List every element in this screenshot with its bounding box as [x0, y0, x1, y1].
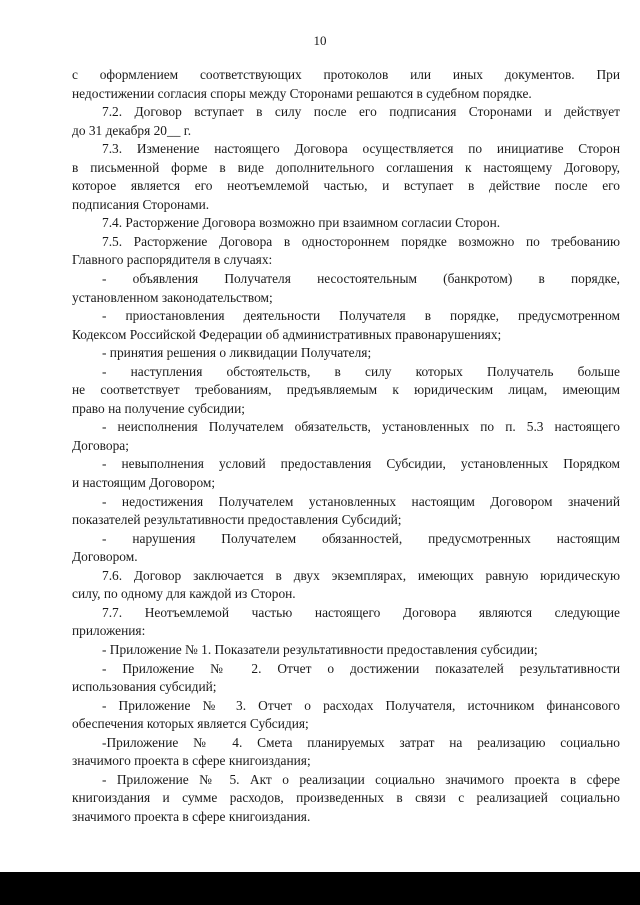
document-body [72, 66, 620, 826]
text-line: - Приложение № 2. Отчет о достижении показателей результативности [102, 660, 620, 676]
text-line: - приостановления деятельности Получателя в порядке, предусмотренном [102, 308, 620, 324]
text-line: - недостижения Получателем установленных настоящим Договором значений [102, 493, 620, 509]
text-line: значимого проекта в сфере книгоиздания; [72, 753, 311, 769]
text-line: Договора; [72, 437, 129, 453]
text-line: - наступления обстоятельств, в силу которых Получатель больше [102, 363, 620, 379]
text-line: - неисполнения Получателем обязательств, установленных по п. 5.3 настоящего [102, 419, 620, 435]
text-line: использования субсидий; [72, 679, 217, 695]
text-line: -Приложение № 4. Смета планируемых затрат на реализацию социально [102, 734, 620, 750]
text-line: с оформлением соответствующих протоколов или иных документов. При [72, 67, 620, 82]
page-number: 10 [313, 33, 327, 48]
text-line: установленном законодательством; [72, 289, 273, 305]
scan-bottom-edge [0, 872, 640, 905]
text-line: обеспечения которых является Субсидия; [72, 716, 309, 732]
text-line: 7.5. Расторжение Договора в одностороннем порядке возможно по требованию [102, 233, 620, 249]
text-line: - невыполнения условий предоставления Субсидии, установленных Порядком [102, 456, 620, 472]
text-line: 7.3. Изменение настоящего Договора осуществляется по инициативе Сторон [102, 141, 620, 157]
text-line: - принятия решения о ликвидации Получателя; [102, 345, 372, 361]
text-line: - Приложение № 5. Акт о реализации социально значимого проекта в сфере [102, 771, 620, 787]
text-line: силу, по одному для каждой из Сторон. [72, 586, 296, 602]
text-line: которое является его неотъемлемой частью, и вступает в действие после его [72, 178, 620, 194]
text-line: право на получение субсидии; [72, 400, 245, 416]
text-line: - нарушения Получателем обязанностей, предусмотренных настоящим [102, 530, 620, 546]
text-line: книгоиздания и сумме расходов, произведенных в связи с реализацией социально [72, 790, 620, 806]
text-line: показателей результативности предоставления Субсидий; [72, 512, 402, 528]
text-line: подписания Сторонами. [72, 196, 210, 212]
text-line: - Приложение № 1. Показатели результативности предоставления субсидии; [102, 641, 538, 657]
text-line: Кодексом Российской Федерации об административных правонарушениях; [72, 326, 502, 342]
text-line: - Приложение № 3. Отчет о расходах Получателя, источником финансового [102, 697, 620, 713]
text-line: 7.6. Договор заключается в двух экземплярах, имеющих равную юридическую [102, 567, 620, 583]
text-line: до 31 декабря 20__ г. [72, 122, 192, 138]
text-line: 7.2. Договор вступает в силу после его подписания Сторонами и действует [102, 104, 620, 120]
text-line: и настоящим Договором; [72, 475, 216, 491]
text-line: не соответствует требованиям, предъявляемым к юридическим лицам, имеющим [72, 382, 620, 398]
text-line: 7.4. Расторжение Договора возможно при взаимном согласии Сторон. [102, 215, 501, 231]
text-line: 7.7. Неотъемлемой частью настоящего Договора являются следующие [102, 604, 620, 620]
text-line: значимого проекта в сфере книгоиздания. [72, 808, 311, 824]
text-line: в письменной форме в виде дополнительного соглашения к настоящему Договору, [72, 159, 620, 175]
text-line: Главного распорядителя в случаях: [72, 252, 273, 268]
text-line: Договором. [72, 549, 138, 565]
text-line: приложения: [72, 623, 146, 639]
text-line: - объявления Получателя несостоятельным (банкротом) в порядке, [102, 271, 620, 287]
text-line: недостижении согласия споры между Сторонами решаются в судебном порядке. [72, 85, 532, 101]
